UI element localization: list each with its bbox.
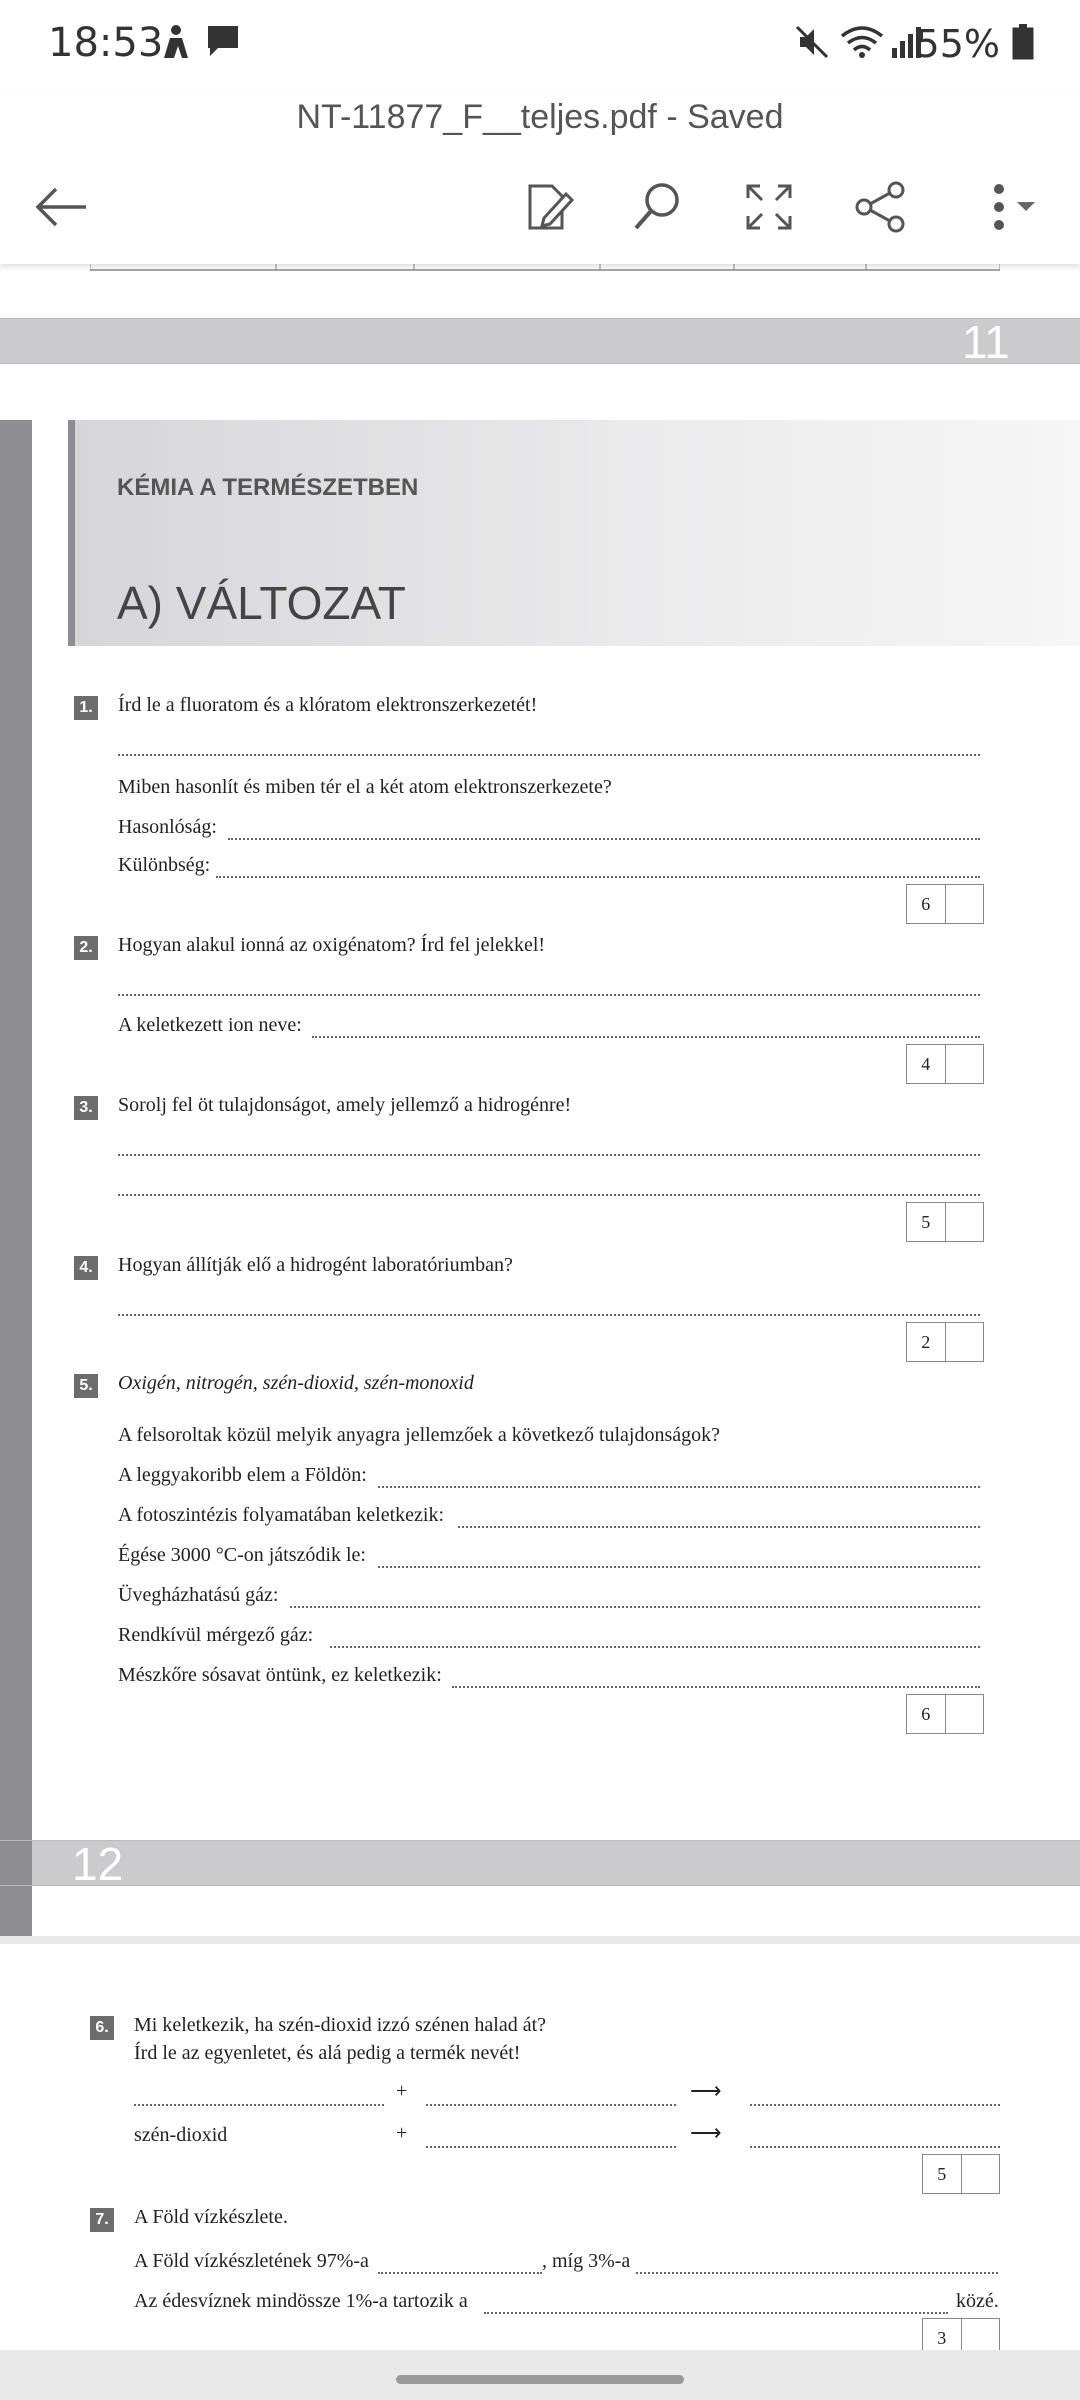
status-bar [0, 0, 1080, 90]
answer-label: Rendkívül mérgező gáz: [118, 1624, 314, 1646]
accessibility-icon [160, 24, 192, 60]
score-blank [946, 1045, 984, 1083]
answer-line [118, 994, 980, 996]
answer-line [378, 1486, 980, 1488]
section-title: A) VÁLTOZAT [117, 577, 406, 629]
score-blank [962, 2155, 1000, 2193]
answer-label: szén-dioxid [134, 2124, 228, 2146]
message-icon [206, 24, 240, 60]
answer-line [426, 2146, 676, 2148]
search-button[interactable] [620, 170, 694, 244]
answer-line [118, 754, 980, 756]
reaction-arrow: ⟶ [690, 2120, 722, 2145]
score-max: 5 [907, 1203, 946, 1241]
answer-line [378, 1566, 980, 1568]
page-side-bar [0, 420, 32, 1936]
score-blank [946, 1695, 984, 1733]
score-blank [946, 1323, 984, 1361]
score-blank [946, 1203, 984, 1241]
stripe-side [0, 1841, 32, 1885]
page-number: 11 [962, 316, 1010, 368]
share-button[interactable] [844, 170, 918, 244]
score-box [906, 1694, 984, 1734]
answer-line [458, 1526, 980, 1528]
more-icon [975, 180, 1045, 234]
home-gesture-pill[interactable] [396, 2375, 684, 2384]
answer-line [484, 2312, 948, 2314]
page-footer-stripe [0, 316, 1080, 368]
pdf-page-12 [0, 420, 1080, 1936]
page-footer-stripe [0, 1838, 1080, 1890]
question-subtext: Miben hasonlít és miben tér el a két atom elektronszerkezete? [118, 776, 612, 798]
answer-label: A fotoszintézis folyamatában keletkezik: [118, 1504, 444, 1526]
answer-line [750, 2146, 1000, 2148]
answer-label: A leggyakoribb elem a Földön: [118, 1464, 367, 1486]
question-number: 4. [74, 1256, 98, 1280]
plus-sign: + [396, 2080, 408, 2102]
answer-line [452, 1686, 980, 1688]
answer-label: Égése 3000 °C-on játszódik le: [118, 1544, 366, 1566]
question-number: 1. [74, 696, 98, 720]
answer-label: Mészkőre sósavat öntünk, ez keletkezik: [118, 1664, 442, 1686]
answer-line [118, 1314, 980, 1316]
answer-line [330, 1646, 980, 1648]
page-number: 12 [72, 1838, 124, 1890]
question-number: 7. [90, 2208, 114, 2232]
section-subtitle: KÉMIA A TERMÉSZETBEN [117, 474, 419, 501]
fullscreen-icon [744, 182, 794, 232]
status-time: 18:53 [48, 20, 164, 66]
question-text: Hogyan alakul ionná az oxigénatom? Írd fel jelekkel! [118, 934, 546, 956]
answer-label: A keletkezett ion neve: [118, 1014, 302, 1036]
fullscreen-button[interactable] [732, 170, 806, 244]
question-text: Hogyan állítják elő a hidrogént laboratóriumban? [118, 1254, 513, 1276]
mute-icon [794, 24, 830, 60]
pdf-viewport[interactable] [0, 264, 1080, 2400]
score-box [906, 1322, 984, 1362]
answer-label: , míg 3%-a [542, 2250, 631, 2272]
navigation-bar [0, 2350, 1080, 2400]
question-number: 5. [74, 1374, 98, 1398]
answer-label: A Föld vízkészletének 97%-a [134, 2250, 369, 2272]
answer-line [636, 2272, 998, 2274]
answer-line [216, 876, 980, 878]
answer-line [378, 2272, 542, 2274]
answer-line [228, 838, 980, 840]
answer-line [134, 2104, 384, 2106]
score-box [906, 1202, 984, 1242]
score-box [906, 884, 984, 924]
back-button[interactable] [24, 170, 98, 244]
answer-label: közé. [956, 2290, 999, 2312]
score-box [906, 1044, 984, 1084]
answer-line [118, 1194, 980, 1196]
score-max: 3 [923, 2319, 962, 2357]
answer-line [290, 1606, 980, 1608]
battery-icon [1012, 24, 1034, 60]
question-number: 6. [90, 2016, 114, 2040]
score-max: 2 [907, 1323, 946, 1361]
score-box [922, 2154, 1000, 2194]
answer-line [312, 1036, 980, 1038]
answer-line [750, 2104, 1000, 2106]
answer-line [118, 1154, 980, 1156]
question-text: A Föld vízkészlete. [134, 2206, 288, 2228]
document-title: NT-11877_F__teljes.pdf - Saved [296, 98, 784, 136]
answer-label: Üvegházhatású gáz: [118, 1584, 279, 1606]
app-bar [0, 90, 1080, 264]
question-text: Oxigén, nitrogén, szén-dioxid, szén-monoxid [118, 1372, 474, 1394]
wifi-icon [840, 24, 884, 60]
reaction-arrow: ⟶ [690, 2078, 722, 2103]
score-max: 6 [907, 1695, 946, 1733]
plus-sign: + [396, 2122, 408, 2144]
battery-percent: 55% [915, 22, 1000, 66]
score-max: 5 [923, 2155, 962, 2193]
score-blank [946, 885, 984, 923]
answer-label: Az édesvíznek mindössze 1%-a tartozik a [134, 2290, 468, 2312]
question-text: Sorolj fel öt tulajdonságot, amely jellemző a hidrogénre! [118, 1094, 572, 1116]
annotate-icon [522, 180, 576, 234]
share-icon [854, 180, 908, 234]
annotate-button[interactable] [512, 170, 586, 244]
question-text: Mi keletkezik, ha szén-dioxid izzó szénen halad át? [134, 2014, 547, 2036]
question-number: 2. [74, 936, 98, 960]
section-header [68, 420, 1080, 646]
search-icon [630, 180, 684, 234]
answer-label: Hasonlóság: [118, 816, 217, 838]
score-max: 6 [907, 885, 946, 923]
table-edge [90, 264, 1000, 272]
answer-line [426, 2104, 676, 2106]
question-number: 3. [74, 1096, 98, 1120]
score-max: 4 [907, 1045, 946, 1083]
question-text: Írd le a fluoratom és a klóratom elektronszerkezetét! [118, 694, 538, 716]
pdf-page-13 [0, 1944, 1080, 2400]
more-button[interactable] [970, 170, 1050, 244]
answer-label: Különbség: [118, 854, 211, 876]
back-arrow-icon [34, 185, 88, 229]
question-text: Írd le az egyenletet, és alá pedig a termék nevét! [134, 2042, 521, 2064]
question-subtext: A felsoroltak közül melyik anyagra jellemzőek a következő tulajdonságok? [118, 1424, 721, 1446]
